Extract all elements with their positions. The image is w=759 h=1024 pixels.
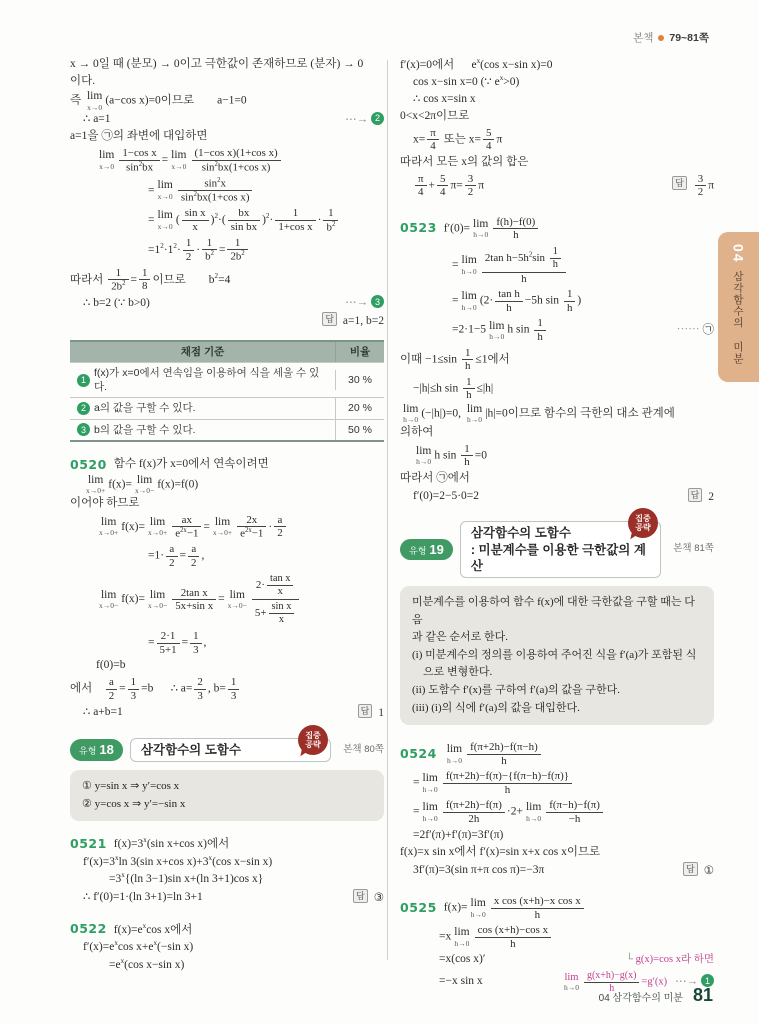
chapter-number: 04 [730,244,747,264]
fraction: $\frac{1}{h}$ [462,347,473,373]
limit-operator: lim h→0 [422,801,438,823]
problem-first-line [70,921,384,938]
chapter-title: 삼각함수의 미분 [732,270,744,365]
fraction: $\frac{a}{2}$ [106,676,117,702]
fraction: $\frac{3}{2}$ [465,173,476,199]
fraction: $\frac{1}{2b^2}$ [227,237,247,264]
limit-operator: lim h→0 [461,290,477,312]
solution-0519-continued [70,57,384,330]
solution-0522-continued [400,57,714,200]
fraction: $\frac{1}{3}$ [228,676,239,702]
fraction: $\frac{\text{sin x}}{x}$ [269,601,295,626]
math-text: x= $\frac{\pi}{4}$ 또는 x= $\frac{5}{4}$ π [413,126,503,153]
line-tail: ⋯→ 2 [337,112,384,128]
solution-line [70,57,384,73]
problem-first-line [400,215,714,243]
table-row: 1 f(x)가 x=0에서 연속임을 이용하여 식을 세울 수 있다. 30 % [70,362,384,397]
solution-line [70,496,384,512]
concept-body-line: ② y=cos x ⇒ y′=−sin x [82,797,186,810]
limit-operator: lim h→0 [446,743,463,765]
fraction: $\frac{\text{tan x}}{x}$ [267,573,293,598]
math-text: lim x→0+ f(x)= lim x→0+ $\frac{ax}{e^{2x}-1}$ = lim x→0+ $\frac{2x}{e^{2x}-1}$ · $\frac{a}{2}$ [96,513,384,542]
step-circle-number: 3 [77,423,90,436]
solution-line [70,312,384,330]
problem-first-line [400,894,714,922]
solution-line [70,854,384,870]
fraction: $\frac{1}{2b^2}$ [108,267,128,294]
concept-header [400,514,714,578]
solution-line [400,952,714,968]
focus-attack-bubble-icon: 집중 공략 [298,725,328,755]
problem-first-line [400,740,714,768]
limit-operator: lim x→0+ [99,515,119,538]
limit-operator: lim x→0 [86,90,103,112]
solution-line [400,923,714,951]
table-row: 2 a의 값을 구할 수 있다. 20 % [70,397,384,418]
concept-title-box: 삼각함수의 도함수 [130,738,331,762]
math-text: f(x)=x sin x에서 f′(x)=sin x+x cos x이므로 [400,845,601,858]
solution-0522 [70,921,384,973]
step-circle-number: 2 [371,112,384,125]
concept-header [70,730,384,762]
solution-line [400,109,714,125]
concept-title-box: 삼각함수의 도함수 : 미분계수를 이용한 극한값의 계산 [460,521,661,578]
fraction: $\frac{5}{4}$ [483,127,494,153]
line-tail: 답 ① [675,862,714,880]
page-header-ref [633,30,709,45]
solution-line [70,74,384,90]
solution-line [400,172,714,200]
math-text: 이다. [70,75,96,88]
solution-line [70,704,384,722]
limit-operator: lim h→0 [422,772,438,794]
solution-line [70,206,384,235]
math-text: =1· $\frac{a}{2}$ = $\frac{a}{2}$ , [148,543,205,569]
solution-line [400,798,714,826]
limit-operator: lim h→0 [466,402,483,425]
math-text: $\frac{\pi}{4}$ + $\frac{5}{4}$ π= $\frac{3}{2}$ π [413,172,664,200]
limit-operator: lim h→0 [473,217,489,240]
solution-0520 [70,457,384,722]
table-header-row: 채점 기준 비율 [70,342,384,362]
table-row: 3 b의 값을 구할 수 있다. 50 % [70,419,384,440]
fraction: $\frac{\sin^2x}{\sin^2bx(1+\cos x)}$ [178,177,253,204]
math-text: $f(x)=3^x(\sin$ x+cos x)에서 [113,836,230,851]
math-text: $=1^2\cdot 1^2\cdot$ $\frac{1}{2}$ · $\frac{1}{b^2}$ = $\frac{1}{2b^2}$ [148,236,384,265]
math-text: f(0)=b [96,659,126,672]
math-text: =−x sin x [439,975,483,988]
step-circle-number: 1 [77,374,90,387]
fraction: $\frac{a}{2}$ [274,514,285,540]
math-text: lim h→0 h sin $\frac{1}{h}$ =0 [416,442,487,469]
problem-first-line [70,836,384,853]
math-text: $=e^x(\cos$ x−sin x) [109,956,185,971]
concept-body-line: 으로 변형한다. [412,666,493,679]
limit-operator: lim h→0 [489,319,505,341]
limit-operator: lim h→0 [461,254,477,276]
solution-line [70,513,384,542]
math-text: 따라서 ㉠에서 [400,472,470,485]
math-text: = lim h→0 $\frac{f(\pi+2h)-f(\pi)}{2h}$ ·2+ lim h→0 $\frac{f(\pi-h)-f(\pi)}{-h}$ [413,798,714,826]
answer-badge: 답 [688,488,703,502]
concept-body-line: ① y=sin x ⇒ y′=cos x [82,780,180,793]
concept-body-line: 과 같은 순서로 한다. [412,631,509,644]
line-tail: 답 1 [350,704,384,722]
math-text: x → 0일 때 (분모) → 0이고 극한값이 존재하므로 (분자) → 0 [70,58,364,71]
limit-operator: lim x→0+ [212,515,233,538]
fraction: $\frac{1}{h}$ [534,317,545,343]
concept-body [400,586,714,725]
solution-line [70,475,384,495]
line-tail: ⋯⋯ ㉠ [676,323,714,336]
math-text: =2f′(π)+f′(π)=3f′(π) [413,828,504,841]
math-text: = lim h→0 (2· $\frac{\text{tan h}}{h}$ −5h sin $\frac{1}{h}$ ) [452,288,582,314]
problem-number: 0520 [70,456,107,472]
concept-type-19 [400,514,714,725]
limit-operator: lim x→0− [134,473,155,496]
line-tail: 답 $\frac{3}{2}$ π [664,172,714,200]
fraction: $\frac{1}{b^2}$ [202,237,217,264]
solution-line [400,316,714,344]
fraction: $\frac{f(h)-f(0)}{h}$ [493,216,538,242]
fraction: $\frac{\pi}{4}$ [415,173,427,199]
math-text: lim h→0 (−|h|)=0, lim h→0 |h|=0이므로 함수의 극한의 대소 관계에 [403,402,675,425]
math-text [444,740,714,768]
math-text: a=1을 ㉠의 좌변에 대입하면 [70,130,208,143]
solution-0525 [400,894,714,995]
solution-line [400,375,714,403]
fraction: $\frac{a}{2}$ [188,543,199,569]
step-circle-number: 3 [371,295,384,308]
limit-operator: lim h→0 [454,926,470,948]
fraction: $\frac{2x}{e^{2x}-1}$ [237,514,266,541]
math-text: lim x→0 $\frac{\text{1−cos x}}{\sin^2bx}$ = lim x→0 $\frac{\text{(1−cos x)(1+cos x)}}{\sin^2bx(1+\cos x)}$ [96,146,384,175]
limit-operator: lim x→0− [99,588,119,611]
math-text: =x(cos x)′ [439,953,486,966]
problem-number: 0521 [70,836,107,852]
fraction: $\frac{f(\pi-h)-f(\pi)}{-h}$ [546,799,603,825]
answer-badge: 답 [322,312,337,326]
fraction: $\frac{2}{3}$ [194,676,205,702]
solution-line [400,404,714,424]
math-text: f′(0)= lim h→0 $\frac{f(h)-f(0)}{h}$ [444,215,714,243]
math-text: 따라서 모든 x의 값의 합은 [400,156,529,169]
fraction: $\frac{a}{2}$ [166,543,177,569]
math-text: $f(x)=e^x\cos$ x에서 [113,921,193,936]
limit-operator: lim x→0 [99,149,115,171]
limit-operator: lim x→0 [171,149,187,171]
fraction: $\frac{1}{h}$ [463,376,474,402]
fraction: $\frac{\text{tan h}}{h}$ [495,288,523,314]
math-text: 즉 lim x→0 (a−cos x)=0이므로 a−1=0 [70,90,247,112]
orange-dot-icon [658,35,664,41]
limit-operator: lim x→0− [227,588,247,611]
fraction: $\frac{f(\pi+2h)-f(\pi-h)}{h}$ [467,741,541,767]
fraction: $\frac{1}{8}$ [139,267,150,293]
limit-operator: lim x→0+ [86,473,106,496]
fraction: $\frac{1}{h}$ [550,246,561,271]
limit-operator: lim h→0 [416,444,432,467]
math-text: ∴ b=2 (∵ b>0) [83,296,150,309]
step-circle-number: 2 [77,402,90,415]
fraction: $\frac{\pi}{4}$ [427,127,439,153]
math-text: 의하여 [400,425,434,438]
fraction: $\frac{1}{3}$ [190,630,201,656]
solution-line [70,129,384,145]
fraction: $\frac{\text{1−cos x}}{\sin^2bx}$ [119,147,159,174]
problem-number: 0524 [400,745,437,761]
math-text: = lim h→0 2tan $h-5h^2\sin$ $\frac{1}{h}$ h [452,244,714,286]
solution-line [70,871,384,887]
math-text: $f'(x)=e^x\cos$ $x+e^x(-\sin$ x) [83,939,194,953]
footer-chapter-label: 04 삼각함수의 미분 [598,993,683,1004]
solution-line [70,266,384,295]
solution-line [400,287,714,315]
fraction: $\frac{bx}{\text{sin bx}}$ [228,207,260,233]
limit-operator: lim h→0 [470,897,486,919]
fraction: $\frac{\text{2tan x}}{\text{5x+sin x}}$ [172,587,216,613]
math-text: $=3^x\{(\ln$ 3−1)sin x+(ln 3+1)cos x} [109,871,264,886]
math-text: f′(0)=2−5·0=2 [413,489,480,502]
solution-line [70,236,384,265]
fraction: $\frac{ax}{e^{2x}-1}$ [172,514,201,541]
solution-line [400,126,714,154]
fraction: $\frac{2\cdot 1}{5+1}$ [157,630,180,656]
fraction: $\frac{f(\pi+2h)-f(\pi)-\{f(\pi-h)-f(\pi)\}}{h}$ [443,770,572,796]
concept-body-line: (i) 미분계수의 정의를 이용하여 주어진 식을 f′(a)가 포함된 식 [412,648,697,661]
concept-body-line: (iii) (i)의 식에 f′(a)의 값을 대입한다. [412,701,580,714]
solution-line [400,425,714,441]
fraction: $\frac{f(\pi+2h)-f(\pi)}{2h}$ [443,799,505,825]
limit-operator: lim x→0+ [147,515,168,538]
type-badge: 유형 19 [400,539,453,561]
math-text: 함수 f(x)가 x=0에서 연속이려면 [113,458,269,471]
book-page-ref: 본책 80쪽 [343,743,384,755]
fraction: $\frac{3}{2}$ [695,173,706,199]
math-text: = $\frac{2\cdot 1}{5+1}$ = $\frac{1}{3}$ , [148,630,207,656]
chapter-side-tab[interactable] [718,232,759,382]
problem-number: 0523 [400,220,437,236]
solution-line [70,146,384,175]
solution-line [400,92,714,108]
math-text: cos x−sin x=0 (∵ $e^x>0$) [413,74,520,89]
answer-badge: 답 [353,889,368,903]
solution-line [400,155,714,171]
solution-line [400,845,714,861]
math-text: −|h|≤h sin $\frac{1}{h}$ ≤|h| [413,375,494,402]
fraction: $\frac{5}{4}$ [437,173,448,199]
math-text: lim x→0+ f(x)= lim x→0− f(x)=f(0) [86,473,199,496]
math-text: ∴ cos x=sin x [413,92,476,105]
fraction: 2tan $h-5h^2\sin$ $\frac{1}{h}$ h [482,245,566,285]
fraction: $\frac{1}{h}$ [564,288,575,314]
limit-operator: lim h→0 [563,971,579,993]
math-text: = lim h→0 $\frac{f(\pi+2h)-f(\pi)-\{f(\pi-h)-f(\pi)\}}{h}$ [413,769,714,797]
solution-line [70,658,384,674]
solution-line [70,112,384,128]
fraction: $\frac{1}{\text{1+cos x}}$ [275,207,315,233]
answer-badge: 답 [358,704,373,718]
math-text: ∴ a+b=1 [83,706,123,719]
solution-line [400,442,714,470]
solution-0524 [400,740,714,879]
line-tail: 답 ③ [345,889,384,907]
math-text: 3f′(π)=3(sin π+π cos π)=−3π [413,863,545,876]
fraction: $\frac{1}{3}$ [128,676,139,702]
solution-line [400,828,714,844]
solution-line [70,957,384,973]
solution-line [400,244,714,286]
problem-number: 0525 [400,899,437,915]
page-footer [599,985,713,1006]
solution-line [400,769,714,797]
math-text: =x lim h→0 $\frac{\text{cos (x+h)−cos x}}{h}$ [439,923,714,951]
right-column [400,56,714,1002]
header-book-label: 본책 [633,32,654,44]
fraction: $\frac{\text{sin x}}{x}$ [182,207,209,233]
solution-line [70,295,384,311]
solution-line [70,542,384,570]
math-text: 이어야 하므로 [70,496,140,509]
margin-annotation: lim h→0 $\frac{g(x+h)-g(x)}{h}$ =g′(x) [563,970,668,994]
math-text: = lim x→0 ( $\frac{\text{sin x}}{x}$ )$^2$·( $\frac{bx}{\text{sin bx}}$ )$^2$· $\frac{1}{\text{1+cos x}}$ · $\frac{1}{b^2}$ [148,206,384,235]
footer-page-number: 81 [692,985,713,1005]
concept-body [70,770,384,821]
fraction: $\frac{\text{x cos (x+h)−x cos x}}{h}$ [491,895,584,921]
solution-line [70,675,384,703]
concept-body-line: 미분계수를 이용하여 함수 f(x)에 대한 극한값을 구할 때는 다음 [412,596,695,626]
solution-line [70,571,384,628]
solution-0521 [70,836,384,906]
solution-line [400,488,714,506]
solution-0523 [400,215,714,505]
margin-annotation: └ g(x)=cos x라 하면 [625,954,714,966]
solution-line [70,629,384,657]
solution-line [70,939,384,955]
math-text: lim x→0− f(x)= lim x→0− $\frac{\text{2tan x}}{\text{5x+sin x}}$ = lim x→0− 2· $\frac{\text{tan x}}{x}$ 5+ $\frac{\text{sin x}}{x}$ [96,571,384,628]
fraction: $\frac{1}{2}$ [183,237,194,263]
math-text: 0<x<2π이므로 [400,109,470,122]
focus-attack-bubble-icon: 집중 공략 [628,508,658,538]
column-divider [387,60,388,960]
fraction: $\frac{1}{h}$ [461,443,472,469]
type-badge: 유형 18 [70,739,123,761]
solution-line [70,889,384,907]
scoring-table [70,340,384,442]
solution-line [400,74,714,90]
limit-operator: lim h→0 [525,801,542,823]
solution-line [70,91,384,111]
math-text: 따라서 $\frac{1}{2b^2}$ = $\frac{1}{8}$ 이므로 $b^2=4$ [70,266,231,293]
line-tail: ⋯→ 1 [667,974,714,990]
answer-badge: 답 [672,176,687,190]
header-page-range: 79~81쪽 [669,32,709,44]
math-text: $f'(x)=3^x\ln$ 3(sin x+cos $x)+3^x(\cos$ x−sin x) [83,854,273,868]
fraction: $\frac{\text{(1−cos x)(1+cos x)}}{\sin^2bx(1+\cos x)}$ [192,147,281,174]
solution-line [70,176,384,205]
limit-operator: lim x→0 [157,209,173,231]
line-tail: 답 a=1, b=2 [314,312,384,330]
answer-badge: 답 [683,862,698,876]
math-text: f′(x)=0에서 $e^x(\cos$ x−sin x)=0 [400,57,553,71]
math-text: ∴ f′(0)=1·(ln 3+1)=ln 3+1 [83,890,203,903]
concept-body-line: (ii) 도함수 f′(x)를 구하여 f′(a)의 값을 구한다. [412,684,620,697]
fraction: $\frac{g(x+h)-g(x)}{h}$ [584,970,639,994]
fraction: $\frac{\text{cos (x+h)−cos x}}{h}$ [475,924,551,950]
step-circle-number: 1 [701,974,714,987]
fraction: 2· $\frac{\text{tan x}}{x}$ 5+ $\frac{\text{sin x}}{x}$ [252,572,299,627]
math-text: 이때 −1≤sin $\frac{1}{h}$ ≤1에서 [400,346,510,373]
solution-line [400,471,714,487]
problem-number: 0522 [70,921,107,937]
line-tail: ⋯→ 3 [337,295,384,311]
math-text: ∴ a=1 [83,113,111,126]
fraction: $\frac{1}{b^2}$ [323,207,338,234]
math-text: =2·1−5 lim h→0 h sin $\frac{1}{h}$ [452,316,669,344]
math-text: f(x)= lim h→0 $\frac{\text{x cos (x+h)−x cos x}}{h}$ [444,894,714,922]
line-tail: 답 2 [680,488,714,506]
solution-line [400,862,714,880]
solution-line [400,346,714,374]
math-text: 에서 $\frac{a}{2}$ = $\frac{1}{3}$ =b ∴ a= $\frac{2}{3}$ , b= $\frac{1}{3}$ [70,675,384,703]
solution-line [400,57,714,73]
limit-operator: lim h→0 [403,402,419,425]
math-text: = lim x→0 $\frac{\sin^2x}{\sin^2bx(1+\cos x)}$ [148,176,384,205]
limit-operator: lim x→0− [147,588,168,611]
concept-type-18 [70,730,384,821]
problem-first-line [70,457,384,474]
limit-operator: lim x→0 [157,179,173,201]
book-page-ref: 본책 81쪽 [673,543,714,555]
left-column [70,56,384,980]
